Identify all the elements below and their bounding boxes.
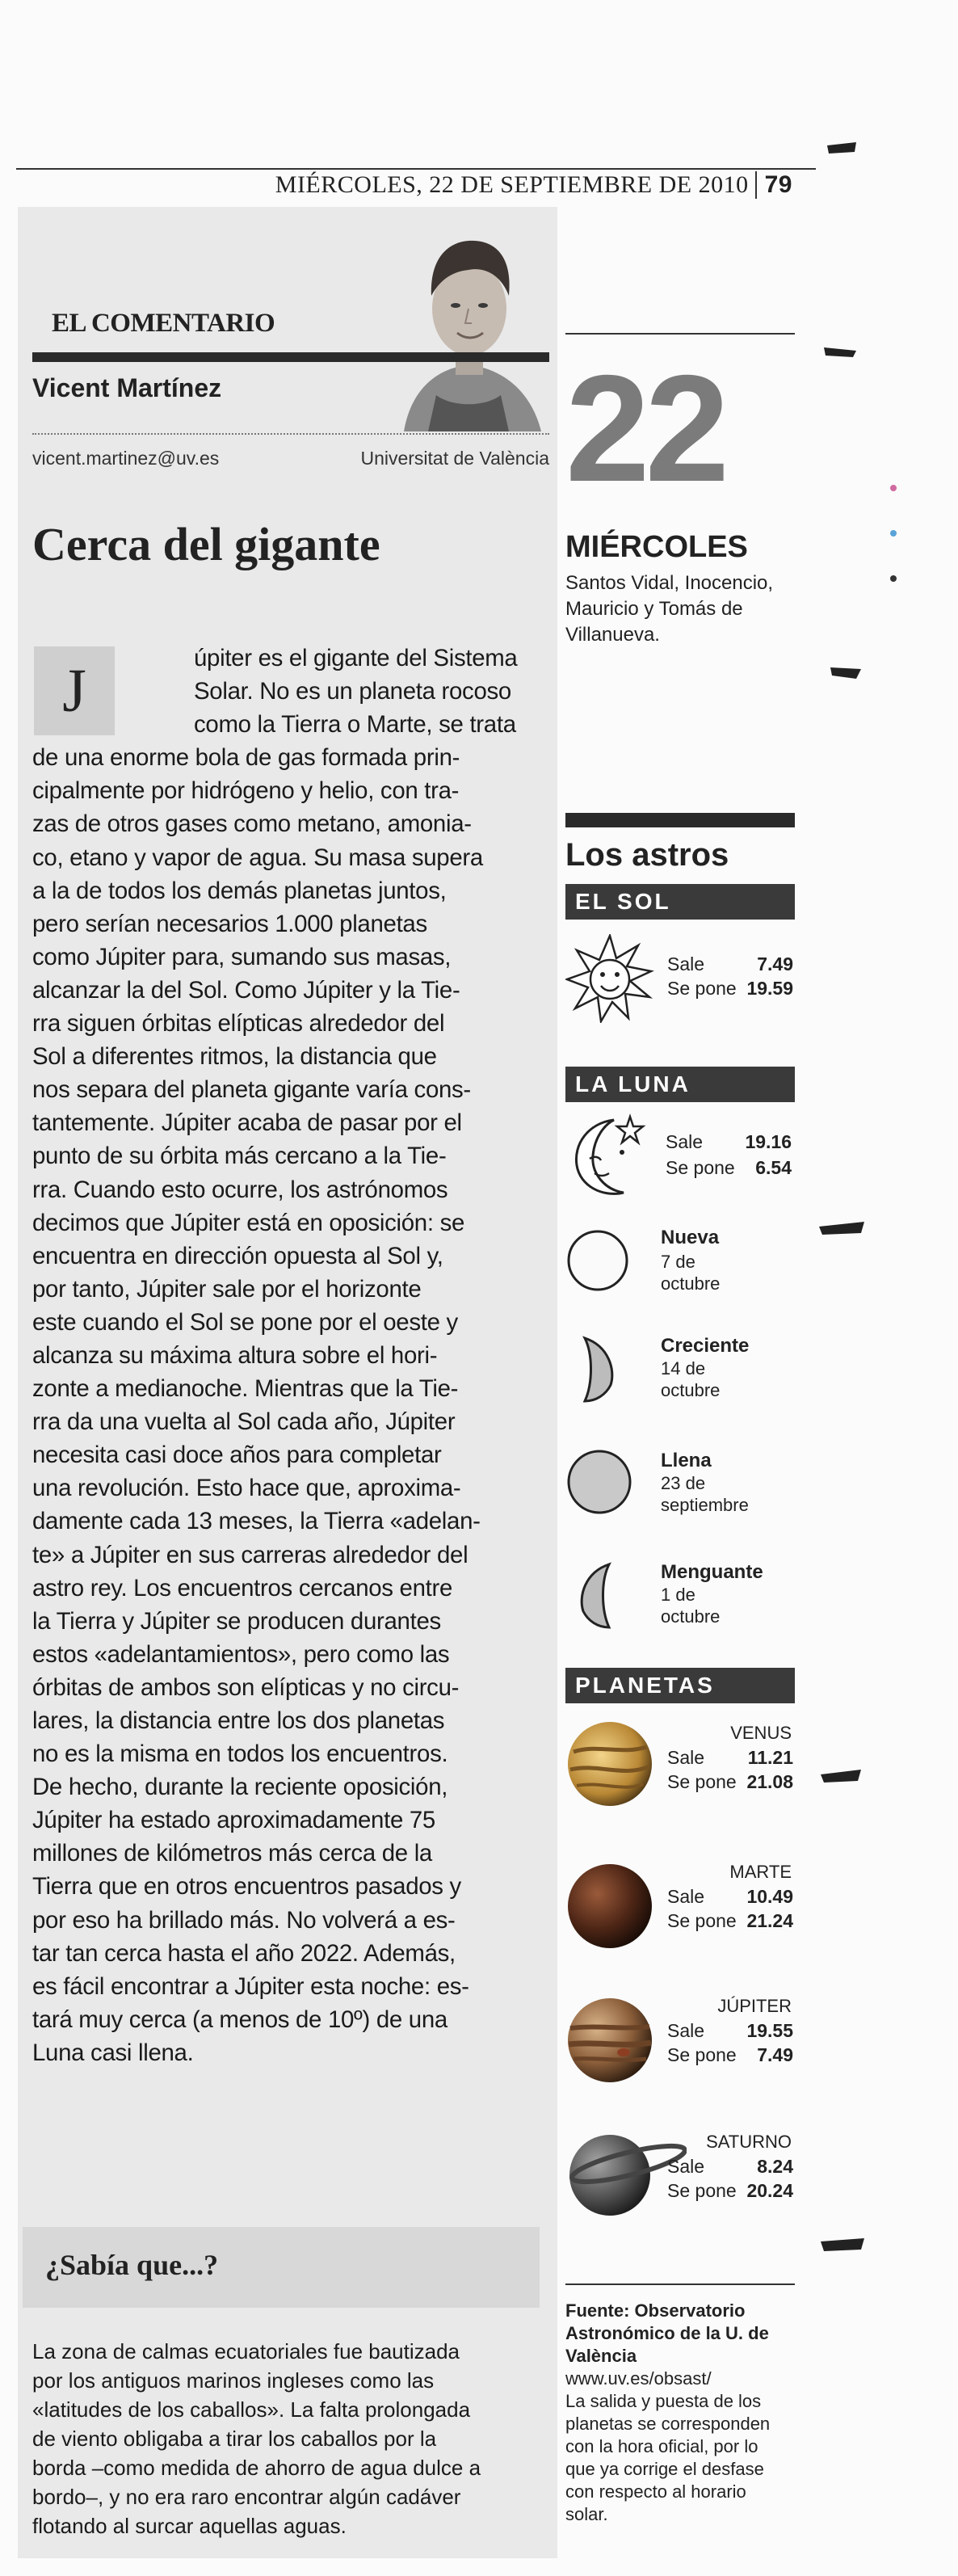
article-body-line: Sol a diferentes ritmos, la distancia que xyxy=(32,1043,437,1071)
did-you-know-text xyxy=(32,2337,557,2540)
moon-set-time: 6.54 xyxy=(755,1157,792,1178)
astros-title: Los astros xyxy=(565,837,729,873)
mars-rise-row xyxy=(667,1886,793,1908)
article-body-line: alcanzar la del Sol. Como Júpiter y la Tie- xyxy=(32,976,460,1004)
article-body-line: Luna casi llena. xyxy=(32,2039,194,2066)
article-body-line: por eso ha brillado más. No volverá a es- xyxy=(32,1906,456,1934)
saints-of-day-line: Santos Vidal, Inocencio, xyxy=(565,572,774,594)
did-you-know-box xyxy=(23,2227,540,2308)
did-you-know-text-line: «latitudes de los caballos». La falta prolongada xyxy=(32,2397,471,2422)
did-you-know-title: ¿Sabía que...? xyxy=(45,2249,219,2281)
saints-of-day-line: Mauricio y Tomás de xyxy=(565,598,743,620)
comment-header xyxy=(32,221,549,480)
article-body-line: como la Tierra o Marte, se trata xyxy=(194,711,516,739)
article-body-line: alcanza su máxima altura sobre el hori- xyxy=(32,1341,438,1369)
phase-waxing-date: 14 de octubre xyxy=(661,1358,721,1400)
saturn-rise-row xyxy=(667,2156,793,2178)
article-body-line: como Júpiter para, sumando sus masas, xyxy=(32,943,452,970)
saturn-set-label: Se pone xyxy=(667,2180,737,2201)
moon-icon xyxy=(565,1112,654,1201)
article-body-line: rra. Cuando esto ocurre, los astrónomos xyxy=(32,1176,448,1203)
full-moon-icon xyxy=(565,1448,633,1516)
saints-of-day xyxy=(565,570,800,648)
venus-rise-label: Sale xyxy=(667,1747,705,1768)
article-body-line: Tierra que en otros encuentros pasados y xyxy=(32,1873,461,1900)
article-body-line: rra siguen órbitas elípticas alrededor del xyxy=(32,1010,445,1038)
mars-set-label: Se pone xyxy=(667,1910,737,1931)
article-body xyxy=(32,642,557,2069)
jupiter-rise-time: 19.55 xyxy=(746,2020,793,2041)
jupiter-rise-label: Sale xyxy=(667,2020,705,2041)
moon-rise-row xyxy=(666,1131,792,1153)
sun-set-row xyxy=(667,978,793,1000)
article-body-line: estos «adelantamientos», pero como las xyxy=(32,1640,450,1668)
page-number: 79 xyxy=(755,171,792,199)
saturn-rise-time: 8.24 xyxy=(757,2156,793,2177)
article-body-line: Solar. No es un planeta rocoso xyxy=(194,678,511,705)
planet-venus-name: VENUS xyxy=(730,1723,792,1743)
article-body-line: la Tierra y Júpiter se producen durantes xyxy=(32,1607,441,1635)
sun-set-label: Se pone xyxy=(667,978,737,999)
mars-set-time: 21.24 xyxy=(746,1910,793,1931)
did-you-know-text-line: borda –como medida de ahorro de agua dulce a xyxy=(32,2456,481,2480)
dotted-divider xyxy=(32,433,549,435)
header-rule xyxy=(16,168,816,170)
article-body-line: pero serían necesarios 1.000 planetas xyxy=(32,910,427,937)
phase-full-date: 23 de septiembre xyxy=(661,1473,749,1515)
jupiter-rise-row xyxy=(667,2020,793,2042)
phase-new-name: Nueva xyxy=(661,1227,720,1248)
article-column xyxy=(18,207,557,2558)
source-note-line: con respecto al horario xyxy=(565,2481,746,2502)
source-note-line: solar. xyxy=(565,2504,608,2524)
did-you-know-text-line: por los antiguos marinos ingleses como las xyxy=(32,2368,435,2393)
article-body-line: órbitas de ambos son elípticas y no circu- xyxy=(32,1673,460,1701)
article-body-line: millones de kilómetros más cerca de la xyxy=(32,1840,432,1867)
did-you-know-text-line: bordo–, y no era raro encontrar algún cadáver xyxy=(32,2485,461,2509)
source-title-line: Fuente: Observatorio xyxy=(565,2300,746,2321)
article-body-line: damente cada 13 meses, la Tierra «adelan- xyxy=(32,1508,481,1535)
almanac-column xyxy=(565,207,800,2550)
article-body-line: no es la misma en todos los encuentros. xyxy=(32,1740,448,1768)
article-body-line: por tanto, Júpiter sale por el horizonte xyxy=(32,1275,422,1303)
article-body-line: astro rey. Los encuentros cercanos entre xyxy=(32,1574,453,1602)
source-url: www.uv.es/obsast/ xyxy=(565,2368,712,2389)
source-note xyxy=(565,2300,800,2526)
jupiter-set-label: Se pone xyxy=(667,2044,737,2065)
article-body-line: rra da una vuelta al Sol cada año, Júpiter xyxy=(32,1408,456,1436)
mars-rise-label: Sale xyxy=(667,1886,705,1907)
first-quarter-moon-icon xyxy=(574,1335,622,1404)
phase-full-name: Llena xyxy=(661,1450,712,1471)
saturn-rise-label: Sale xyxy=(667,2156,705,2177)
article-body-line: cipalmente por hidrógeno y helio, con tra- xyxy=(32,777,460,805)
planet-saturn-name: SATURNO xyxy=(706,2132,792,2152)
venus-set-row xyxy=(667,1771,793,1793)
saturn-set-row xyxy=(667,2180,793,2202)
author-portrait xyxy=(388,221,549,431)
comment-rule xyxy=(32,352,549,362)
article-body-line: encuentra en dirección opuesta al Sol y, xyxy=(32,1242,443,1269)
article-body-line: necesita casi doce años para completar xyxy=(32,1442,442,1469)
sun-icon xyxy=(565,934,654,1023)
author-name: Vicent Martínez xyxy=(32,373,222,402)
article-body-line: De hecho, durante la reciente oposición, xyxy=(32,1774,448,1801)
article-body-line: a la de todos los demás planetas juntos, xyxy=(32,877,447,904)
phase-waxing-name: Creciente xyxy=(661,1335,750,1357)
source-rule xyxy=(565,2283,795,2285)
sun-set-time: 19.59 xyxy=(746,978,793,999)
did-you-know-text-line: La zona de calmas ecuatoriales fue bautizada xyxy=(32,2339,460,2363)
article-body-line: una revolución. Esto hace que, aproxima- xyxy=(32,1475,461,1502)
article-body-line: tar tan cerca hasta el año 2022. Además, xyxy=(32,1939,456,1967)
source-note-line: que ya corrige el desfase xyxy=(565,2459,764,2479)
article-body-line: este cuando el Sol se pone por el oeste y xyxy=(32,1308,458,1336)
moon-rise-label: Sale xyxy=(666,1131,704,1152)
phase-new-date: 7 de octubre xyxy=(661,1252,721,1294)
new-moon-icon xyxy=(565,1228,630,1293)
margin-marks xyxy=(808,0,958,2576)
article-body-line: co, etano y vapor de agua. Su masa supera xyxy=(32,844,483,871)
planet-jupiter-name: JÚPITER xyxy=(717,1996,792,2016)
moon-set-label: Se pone xyxy=(666,1157,735,1178)
jupiter-set-time: 7.49 xyxy=(757,2044,793,2065)
article-body-line: punto de su órbita más cercano a la Tie- xyxy=(32,1143,447,1170)
sun-rise-row xyxy=(667,953,793,975)
phase-waning-date: 1 de octubre xyxy=(661,1585,721,1627)
saints-of-day-line: Villanueva. xyxy=(565,624,660,646)
planets-section-label: PLANETAS xyxy=(565,1668,795,1703)
jupiter-set-row xyxy=(667,2044,793,2066)
weekday: MIÉRCOLES xyxy=(565,530,748,564)
section-label: EL COMENTARIO xyxy=(52,309,275,338)
article-body-line: Júpiter ha estado aproximadamente 75 xyxy=(32,1807,435,1834)
sun-rise-time: 7.49 xyxy=(757,953,793,974)
page-date-header xyxy=(275,171,792,199)
sun-rise-label: Sale xyxy=(667,953,705,974)
venus-rise-row xyxy=(667,1747,793,1769)
article-body-line: de una enorme bola de gas formada prin- xyxy=(32,744,460,772)
article-body-line: es fácil encontrar a Júpiter esta noche: es- xyxy=(32,1972,469,2000)
day-number: 22 xyxy=(565,343,725,513)
author-email: vicent.martinez@uv.es xyxy=(32,448,220,469)
venus-rise-time: 11.21 xyxy=(747,1747,793,1768)
dropcap: J xyxy=(34,646,115,735)
article-body-line: zas de otros gases como metano, amonia- xyxy=(32,810,472,838)
saturn-set-time: 20.24 xyxy=(746,2180,793,2201)
source-note-line: con la hora oficial, por lo xyxy=(565,2436,758,2456)
article-body-line: úpiter es el gigante del Sistema xyxy=(194,645,518,671)
venus-set-time: 21.08 xyxy=(746,1771,793,1792)
page-date: MIÉRCOLES, 22 DE SEPTIEMBRE DE 2010 xyxy=(275,171,749,198)
article-headline: Cerca del gigante xyxy=(32,518,380,570)
article-body-line: tantemente. Júpiter acaba de pasar por el xyxy=(32,1109,462,1137)
source-title-line: Astronómico de la U. de xyxy=(565,2323,769,2343)
last-quarter-moon-icon xyxy=(572,1561,620,1631)
article-body-line: tará muy cerca (a menos de 10º) de una xyxy=(32,2006,447,2033)
sun-section-label: EL SOL xyxy=(565,884,795,920)
did-you-know-text-line: flotando al surcar aquellas aguas. xyxy=(32,2514,347,2538)
article-body-line: lares, la distancia entre los dos planetas xyxy=(32,1707,445,1734)
planet-mars-name: MARTE xyxy=(729,1862,792,1882)
source-note-line: La salida y puesta de los xyxy=(565,2391,762,2411)
astros-rule xyxy=(565,813,795,827)
article-body-line: zonte a medianoche. Mientras que la Tie- xyxy=(32,1375,459,1403)
almanac-top-rule xyxy=(565,333,795,335)
article-body-line: te» a Júpiter en sus carreras alrededor del xyxy=(32,1541,468,1568)
moon-set-row xyxy=(666,1157,792,1179)
phase-waning-name: Menguante xyxy=(661,1561,763,1583)
did-you-know-text-line: de viento obligaba a tirar los caballos por la xyxy=(32,2427,437,2451)
author-affiliation: Universitat de València xyxy=(360,448,549,469)
moon-rise-time: 19.16 xyxy=(745,1131,792,1152)
mars-rise-time: 10.49 xyxy=(746,1886,793,1907)
article-body-line: nos separa del planeta gigante varía cons- xyxy=(32,1076,471,1104)
mars-set-row xyxy=(667,1910,793,1932)
source-note-line: planetas se corresponden xyxy=(565,2414,771,2434)
moon-section-label: LA LUNA xyxy=(565,1067,795,1102)
venus-set-label: Se pone xyxy=(667,1771,737,1792)
article-body-line: decimos que Júpiter está en oposición: se xyxy=(32,1209,465,1236)
source-title-line: València xyxy=(565,2346,637,2366)
